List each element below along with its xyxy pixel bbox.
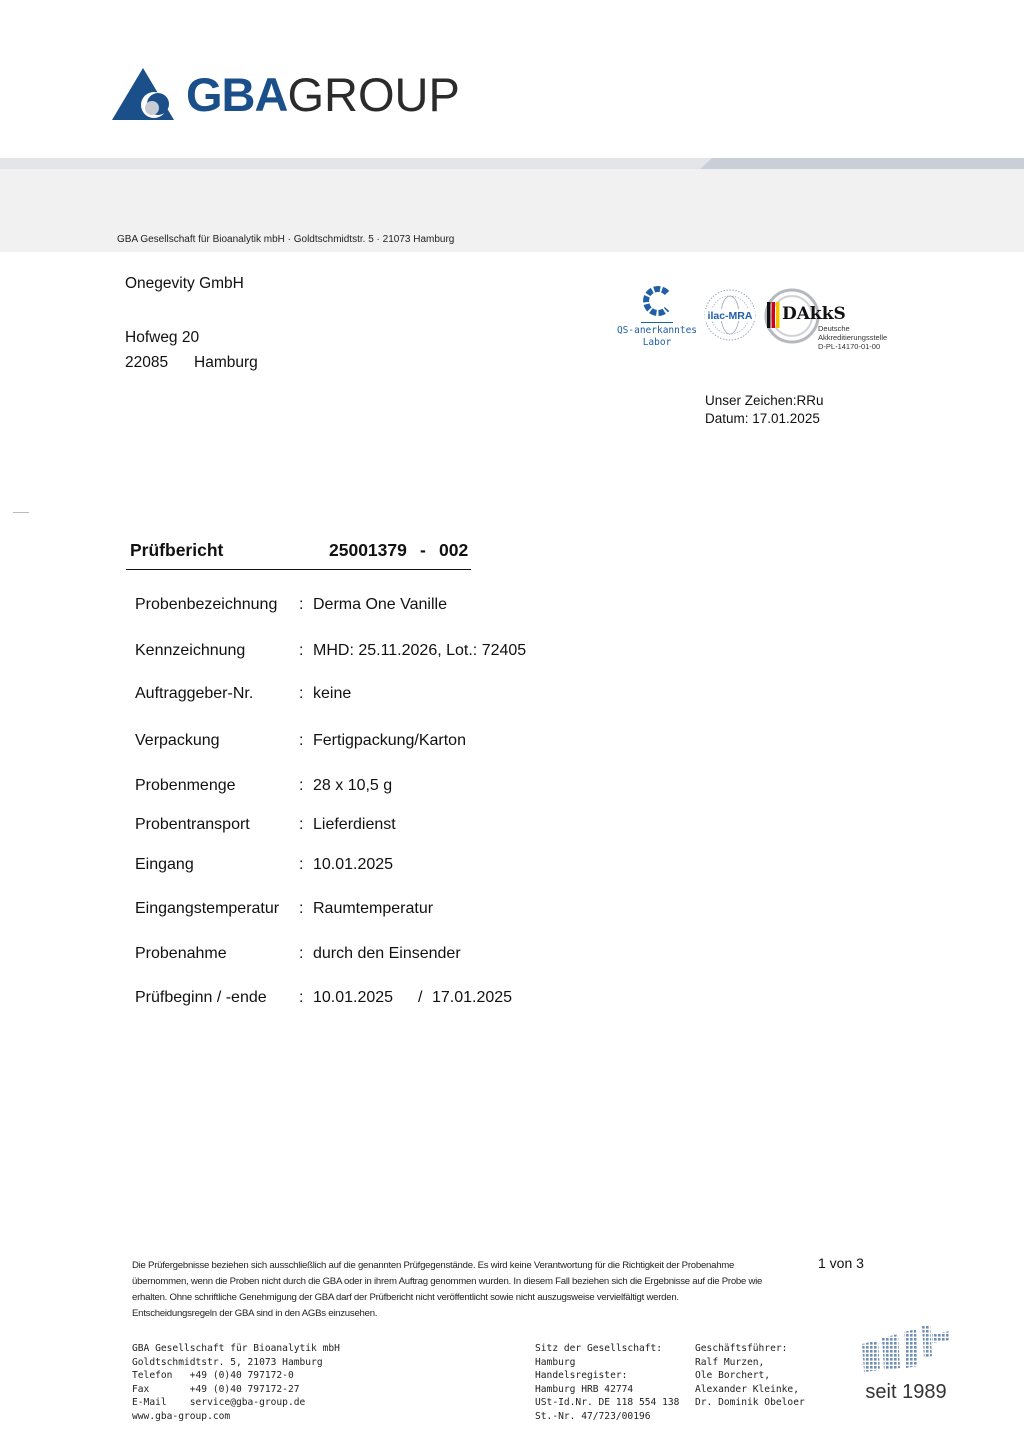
legal-disclaimer <box>132 1258 782 1322</box>
dakks-badge <box>764 288 904 351</box>
field-value: keine <box>313 685 352 702</box>
recipient-street: Hofweg 20 <box>125 329 200 346</box>
recipient-name: Onegevity GmbH <box>125 275 244 292</box>
field-label: Probenahme <box>135 945 227 962</box>
field-label: Prüfbeginn / -ende <box>135 989 267 1006</box>
field-colon: : <box>299 732 304 749</box>
test-end-date: 17.01.2025 <box>432 989 513 1006</box>
field-value: Derma One Vanille <box>313 596 447 613</box>
qs-label-line2: Labor <box>642 337 672 348</box>
footer-seat: Hamburg <box>535 1356 576 1368</box>
field-label: Kennzeichnung <box>135 642 246 659</box>
field-colon: : <box>299 596 304 613</box>
footer-email: E-Mail service@gba-group.de <box>132 1397 306 1409</box>
qs-accreditation-badge <box>616 284 698 349</box>
field-colon: : <box>299 685 304 702</box>
report-title-label: Prüfbericht <box>130 540 224 560</box>
footer-company-contact <box>132 1342 340 1424</box>
sender-address-line: GBA Gesellschaft für Bioanalytik mbH · Goldtschmidtstr. 5 · 21073 Hamburg <box>117 234 455 245</box>
field-colon: : <box>299 945 304 962</box>
field-colon: : <box>299 856 304 873</box>
footer-phone: Telefon +49 (0)40 797172-0 <box>132 1370 294 1382</box>
report-sub-number: 002 <box>439 540 469 560</box>
dakks-label: DAkkS <box>782 304 846 324</box>
field-value: 10.01.2025 <box>313 989 394 1006</box>
field-label: Verpackung <box>135 732 220 749</box>
footer-register: Hamburg HRB 42774 <box>535 1383 634 1395</box>
ilac-label: ilac-MRA <box>707 310 753 322</box>
footer-seat-label: Sitz der Gesellschaft: <box>535 1343 663 1354</box>
footer-fax: Fax +49 (0)40 797172-27 <box>132 1383 300 1395</box>
footer-company: GBA Gesellschaft für Bioanalytik mbH <box>132 1343 340 1354</box>
field-label: Eingangstemperatur <box>135 900 280 917</box>
anniversary-badge <box>858 1322 954 1404</box>
footer-managing-directors <box>695 1342 805 1410</box>
page-number: 1 von 3 <box>818 1255 864 1271</box>
dakks-sub-line2: Akkreditierungsstelle <box>818 333 888 342</box>
field-colon: : <box>299 989 304 1006</box>
report-number-dash: - <box>420 540 426 560</box>
qs-label-line1: QS-anerkanntes <box>616 325 698 336</box>
gba-group-logo <box>112 66 460 122</box>
reference-block <box>705 392 824 428</box>
disclaimer-line: Die Prüfergebnisse beziehen sich ausschließlich auf die genannten Prüfgegenstände. Es wird keine Verantwortung für die Richtigkeit der Probenahme <box>132 1260 735 1271</box>
field-value: 10.01.2025 <box>313 856 394 873</box>
field-colon: : <box>299 900 304 917</box>
disclaimer-line: übernommen, wenn die Proben nicht durch die GBA oder in ihrem Auftrag genommen wurden. In diesem Fall beziehen sich die Ergebnisse auf die Probe wie <box>132 1276 763 1287</box>
field-label: Probenmenge <box>135 777 236 794</box>
reference-sign: Unser Zeichen:RRu <box>705 393 824 408</box>
footer-md: Ralf Murzen, <box>695 1356 765 1368</box>
qs-logo-icon <box>640 284 674 318</box>
footer-registration <box>535 1342 679 1424</box>
logo-word-group: GROUP <box>287 67 460 121</box>
dakks-sub-line1: Deutsche <box>818 324 850 333</box>
logo-word-gba: GBA <box>186 67 288 121</box>
field-label: Eingang <box>135 856 194 873</box>
footer-tax-number: St.-Nr. 47/723/00196 <box>535 1410 651 1422</box>
ilac-globe-icon <box>703 288 757 342</box>
field-value: MHD: 25.11.2026, Lot.: 72405 <box>313 642 527 659</box>
field-value: Raumtemperatur <box>313 900 434 917</box>
footer-md: Ole Borchert, <box>695 1370 771 1382</box>
field-value: Lieferdienst <box>313 816 396 833</box>
footer-md: Alexander Kleinke, <box>695 1383 799 1395</box>
field-label: Probentransport <box>135 816 250 833</box>
fold-mark <box>13 512 29 513</box>
footer-address: Goldtschmidtstr. 5, 21073 Hamburg <box>132 1356 323 1368</box>
date-range-separator: / <box>418 989 423 1006</box>
reference-date: Datum: 17.01.2025 <box>705 411 820 426</box>
recipient-zip: 22085 <box>125 354 169 371</box>
footer-register-label: Handelsregister: <box>535 1370 628 1382</box>
disclaimer-line: erhalten. Ohne schriftliche Genehmigung der GBA darf der Prüfbericht nicht veröffentlicht sowie nicht auszugsweise vervielfältigt werden. <box>132 1292 679 1303</box>
field-value: Fertigpackung/Karton <box>313 732 466 749</box>
header-band-accent-stripe <box>700 158 1024 169</box>
dakks-accreditation-id: D-PL-14170-01-00 <box>818 342 881 351</box>
footer-web: www.gba-group.com <box>132 1410 231 1422</box>
anniversary-dots-icon <box>858 1322 954 1374</box>
recipient-city: Hamburg <box>194 354 258 371</box>
field-value: durch den Einsender <box>313 945 461 962</box>
field-value: 28 x 10,5 g <box>313 777 393 794</box>
ilac-mra-badge <box>703 288 757 347</box>
field-colon: : <box>299 816 304 833</box>
field-colon: : <box>299 777 304 794</box>
disclaimer-line: Entscheidungsregeln der GBA sind in den AGBs einzusehen. <box>132 1308 378 1319</box>
field-colon: : <box>299 642 304 659</box>
field-label: Auftraggeber-Nr. <box>135 685 254 702</box>
field-label: Probenbezeichnung <box>135 596 278 613</box>
report-number: 25001379 <box>329 540 407 560</box>
footer-md-label: Geschäftsführer: <box>695 1343 788 1354</box>
anniversary-text: seit 1989 <box>865 1381 947 1403</box>
gba-triangle-icon <box>112 68 174 120</box>
footer-md: Dr. Dominik Obeloer <box>695 1397 805 1409</box>
footer-vat-id: USt-Id.Nr. DE 118 554 138 <box>535 1397 680 1409</box>
